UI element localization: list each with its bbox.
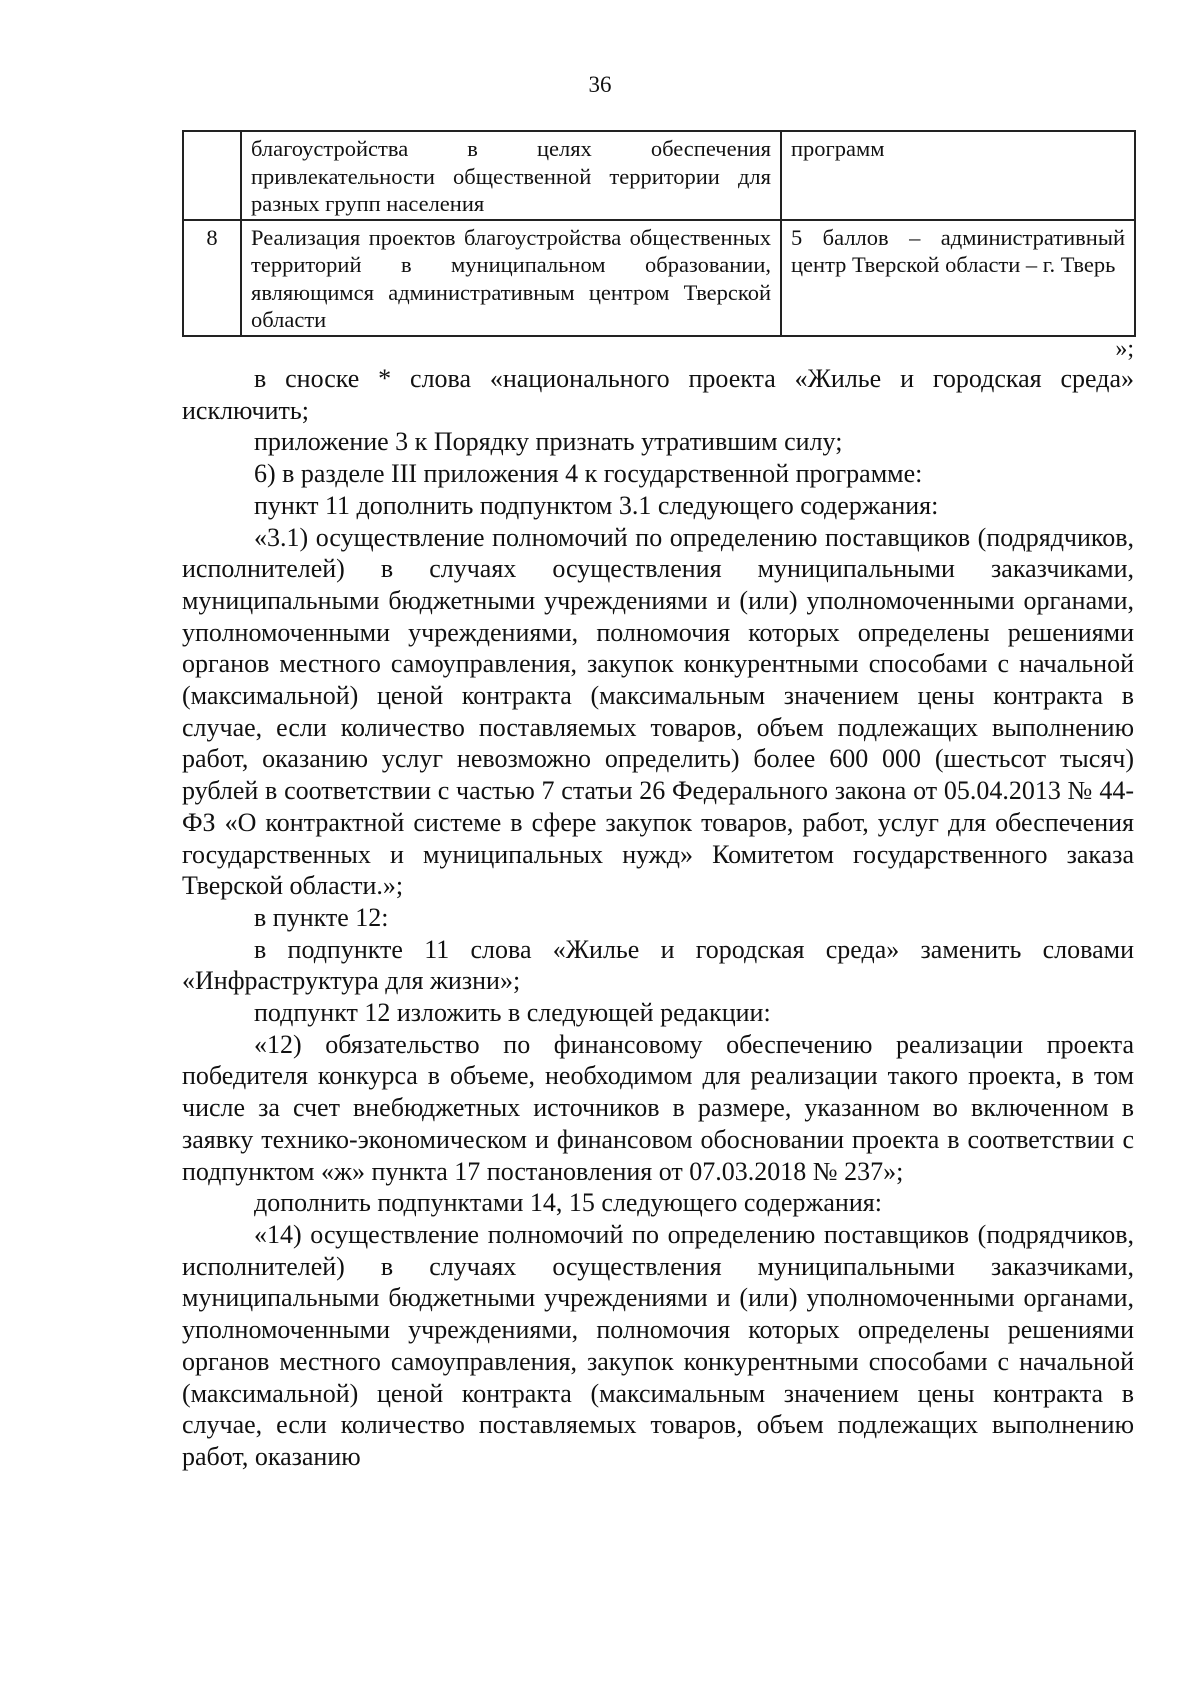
page-number: 36 bbox=[588, 72, 612, 97]
paragraph: приложение 3 к Порядку признать утратившим силу; bbox=[254, 427, 843, 457]
criteria-table bbox=[182, 130, 1136, 337]
paragraph: в пункте 12: bbox=[254, 902, 389, 932]
paragraph: подпункт 12 изложить в следующей редакции: bbox=[254, 998, 771, 1028]
paragraph: «14) осуществление полномочий по определению поставщиков (подрядчиков, исполнителей) в случаях осуществления муниципальными заказчиками, муниципальными бюджетными учреждениями и (или) уполномоченными органами, уполномоченными учреждениями, полномочия которых определены решениями органов местного самоуправления, закупок конкурентными способами с начальной (максимальной) ценой контракта (максимальным значением цены контракта в случае, если количество поставляемых товаров, объем подлежащих выполнению работ, оказанию bbox=[182, 1219, 1134, 1471]
paragraph: «12) обязательство по финансовому обеспечению реализации проекта победителя конкурса в объеме, необходимом для реализации такого проекта, в том числе за счет внебюджетных источников в размере, указанном во включенном в заявку технико-экономическом и финансовом обосновании проекта в соответствии с подпунктом «ж» пункта 17 постановления от 07.03.2018 № 237»; bbox=[182, 1029, 1134, 1186]
score-cell: программ bbox=[781, 131, 1135, 220]
table-row bbox=[183, 220, 1135, 336]
closing-quote: »; bbox=[1115, 336, 1134, 362]
paragraph: в подпункте 11 слова «Жилье и городская среда» заменить словами «Инфраструктура для жизни»; bbox=[182, 934, 1134, 996]
paragraph: «3.1) осуществление полномочий по определению поставщиков (подрядчиков, исполнителей) в случаях осуществления муниципальными заказчиками, муниципальными бюджетными учреждениями и (или) уполномоченными органами, уполномоченными учреждениями, полномочия которых определены решениями органов местного самоуправления, закупок конкурентными способами с начальной (максимальной) ценой контракта (максимальным значением цены контракта в случае, если количество поставляемых товаров, объем подлежащих выполнению работ, оказанию услуг невозможно определить) более 600 000 (шестьсот тысяч) рублей в соответствии с частью 7 статьи 26 Федерального закона от 05.04.2013 № 44-ФЗ «О контрактной системе в сфере закупок товаров, работ, услуг для обеспечения государственных и муниципальных нужд» Комитетом государственного заказа Тверской области.»; bbox=[182, 522, 1134, 901]
criterion-cell: благоустройства в целях обеспечения привлекательности общественной территории для разных групп населения bbox=[241, 131, 781, 220]
score-cell: 5 баллов – административный центр Тверской области – г. Тверь bbox=[781, 220, 1135, 336]
criterion-cell: Реализация проектов благоустройства общественных территорий в муниципальном образовании, являющимся административным центром Тверской области bbox=[241, 220, 781, 336]
table-row bbox=[183, 131, 1135, 220]
row-number: 8 bbox=[183, 220, 241, 336]
row-number bbox=[183, 131, 241, 220]
document-body bbox=[182, 363, 1134, 1473]
paragraph: пункт 11 дополнить подпунктом 3.1 следующего содержания: bbox=[254, 490, 939, 520]
paragraph: 6) в разделе III приложения 4 к государственной программе: bbox=[254, 459, 923, 489]
paragraph: в сноске * слова «национального проекта «Жилье и городская среда» исключить; bbox=[182, 364, 1134, 425]
paragraph: дополнить подпунктами 14, 15 следующего содержания: bbox=[254, 1188, 882, 1218]
